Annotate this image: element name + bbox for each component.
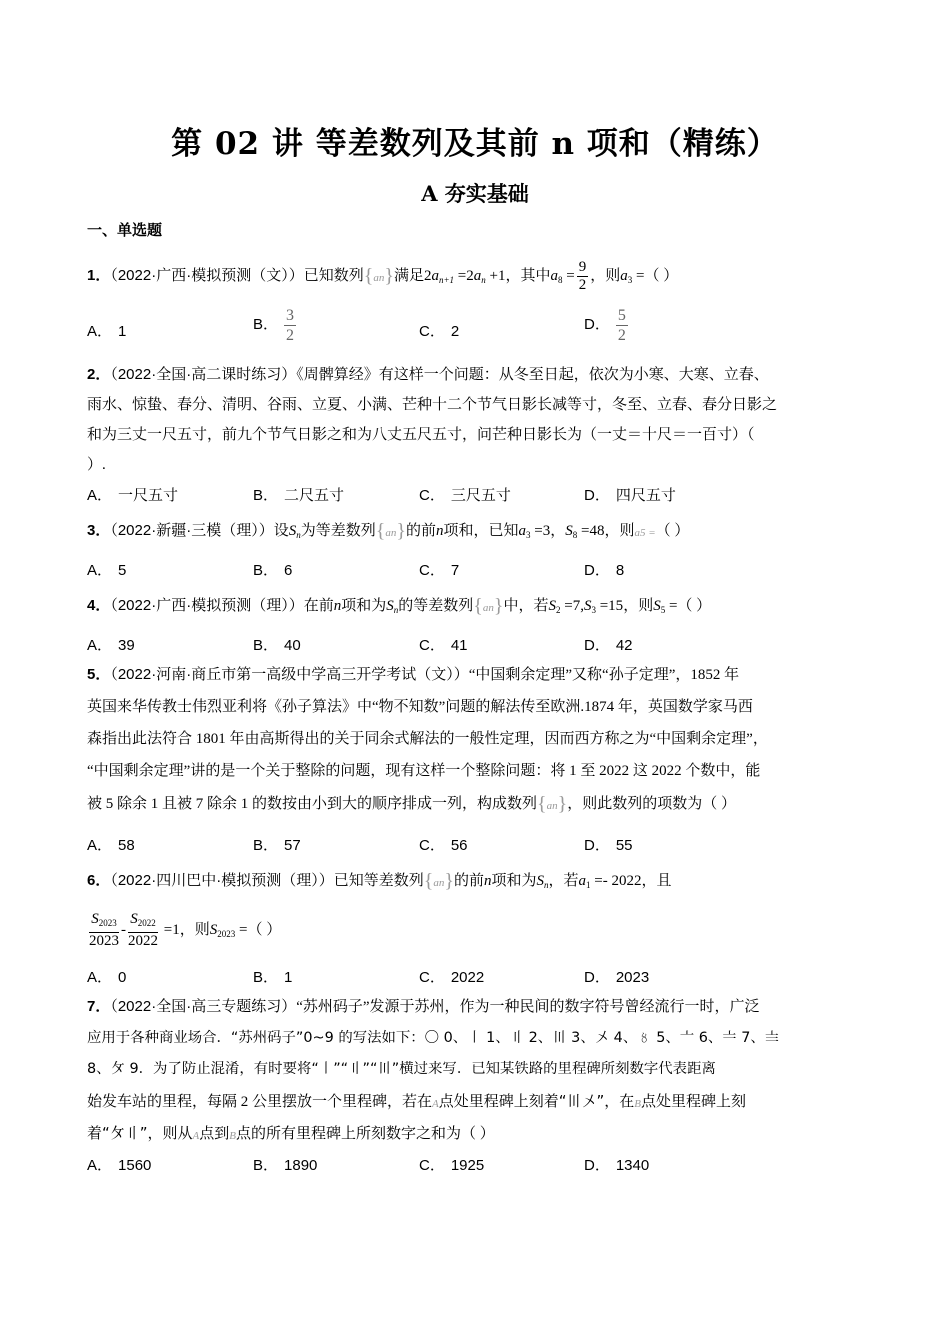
brace-left: { xyxy=(423,870,434,892)
math-sub: 5 xyxy=(660,605,666,615)
question-text: （ ） xyxy=(247,922,282,938)
question-2-line-2: 雨水、惊蛰、春分、清明、谷雨、立夏、小满、芒种十二个节气日影长减等寸，冬至、立春、春分日影之 xyxy=(87,397,778,413)
question-text: （ ） xyxy=(677,598,712,614)
option-label: D． xyxy=(584,1157,610,1174)
option-value: 57 xyxy=(284,837,301,854)
math-var: n xyxy=(435,523,444,539)
question-source: （2022·新疆·三模（理）） xyxy=(110,522,274,539)
question-text: ，则 xyxy=(604,523,635,539)
option-c[interactable] xyxy=(419,320,459,341)
option-b[interactable] xyxy=(253,484,344,505)
option-b[interactable] xyxy=(253,1154,317,1175)
option-value: 56 xyxy=(450,837,468,854)
fraction-denominator: 2 xyxy=(617,327,626,344)
question-2-line-3: 和为三丈一尺五寸，前九个节气日影之和为八丈五尺五寸，问芒种日影长为（一丈＝十尺＝一百寸）（ xyxy=(87,427,755,443)
option-a[interactable] xyxy=(87,320,126,341)
option-value: 2023 xyxy=(615,969,650,986)
math-var: S xyxy=(653,598,661,614)
option-value: 0 xyxy=(118,969,127,986)
fraction-numerator: 3 xyxy=(286,307,295,324)
option-value: 8 xyxy=(615,562,625,579)
math-sub: n xyxy=(481,274,486,285)
brace-left: { xyxy=(473,595,483,617)
question-5-line-2: 英国来华传教士伟烈亚利将《孙子算法》中“物不知数”问题的解法传至欧洲.1874 年，英国数学家马西 xyxy=(87,699,753,715)
math-var: a xyxy=(578,873,586,889)
option-label: B． xyxy=(253,487,279,504)
question-2-line-4: ）. xyxy=(87,457,106,473)
brace-left: { xyxy=(363,264,374,287)
fraction-denominator: 2 xyxy=(578,277,587,293)
math-var: S xyxy=(209,922,218,938)
fraction-numerator xyxy=(128,911,158,933)
option-b[interactable] xyxy=(253,834,301,855)
question-text: ，其中 xyxy=(505,267,551,284)
question-7-line-4 xyxy=(87,1090,746,1115)
question-5-line-3: 森指出此法符合 1801 年由高斯得出的关于同余式解法的一般性定理，因而西方称之为“中国剩余定理”， xyxy=(87,731,768,747)
question-text: （ ） xyxy=(644,267,679,284)
option-label: A． xyxy=(87,969,113,986)
question-text: ，则此数列的项数为（ ） xyxy=(567,796,736,812)
question-source: （2022·广西·模拟预测（理）） xyxy=(110,597,304,614)
question-text: （ ） xyxy=(655,523,690,539)
math: - xyxy=(121,922,126,938)
question-number: 3． xyxy=(87,522,111,539)
question-3 xyxy=(87,520,689,546)
math-sub: 2023 xyxy=(217,929,236,939)
question-text: 项和为 xyxy=(341,598,387,614)
question-text: ，则 xyxy=(590,267,621,284)
question-text: ，若 xyxy=(548,873,579,889)
math-sub: 2023 xyxy=(98,918,117,929)
option-d[interactable] xyxy=(584,1154,649,1175)
option-value: 1 xyxy=(284,969,293,986)
question-7-line-3: 8、〩 9．为了防止混淆，有时要将“〡”“〢”“〣”横过来写．已知某铁路的里程碑所刻数字代表距离 xyxy=(87,1061,716,1077)
option-d[interactable] xyxy=(584,966,649,987)
question-number: 7． xyxy=(87,998,111,1015)
math-sub: 3 xyxy=(526,530,531,540)
fraction-numerator: 5 xyxy=(617,307,626,324)
option-c[interactable] xyxy=(419,559,459,580)
math: =7, xyxy=(560,598,584,614)
option-value: 1925 xyxy=(450,1157,485,1174)
question-text: ，且 xyxy=(641,873,672,889)
option-b[interactable] xyxy=(253,966,292,987)
question-text: 项和，已知 xyxy=(443,523,519,539)
math-sub: n xyxy=(438,877,445,889)
question-text: 点处里程碑上刻着“〣〤”，在 xyxy=(438,1092,635,1110)
option-label: B． xyxy=(253,637,279,654)
math-var: A xyxy=(432,1098,439,1110)
option-a[interactable] xyxy=(87,834,135,855)
question-number: 1． xyxy=(87,266,111,284)
math-sub: n xyxy=(390,527,397,539)
fraction xyxy=(577,259,589,294)
option-label: A． xyxy=(87,562,113,579)
math-var: S xyxy=(583,598,592,614)
question-text: 点到 xyxy=(199,1126,230,1142)
option-label: A． xyxy=(87,1157,113,1174)
math: 2 xyxy=(423,267,432,284)
option-value: 2022 xyxy=(450,969,485,986)
math-var: S xyxy=(536,873,544,889)
option-label: B． xyxy=(253,969,279,986)
option-d[interactable] xyxy=(584,834,633,855)
math-sub: n+1 xyxy=(438,274,455,285)
option-value: 7 xyxy=(450,562,460,579)
question-2 xyxy=(87,364,769,386)
math-sub: 8 xyxy=(558,274,563,285)
question-text: 满足 xyxy=(393,267,424,284)
math-sub: 2022 xyxy=(137,918,156,929)
option-value: 1340 xyxy=(615,1157,650,1174)
math-sub: n xyxy=(393,605,399,615)
math: =48 xyxy=(577,523,605,539)
fraction-numerator: 9 xyxy=(578,259,587,275)
math-sub: n xyxy=(378,271,385,284)
fraction-denominator: 2022 xyxy=(128,933,158,950)
question-6 xyxy=(87,870,671,896)
math-sub: 1 xyxy=(586,880,591,890)
question-number: 5． xyxy=(87,666,111,683)
option-value: 39 xyxy=(118,637,135,654)
option-label: A． xyxy=(87,637,113,654)
question-text: ， xyxy=(550,523,566,539)
math-sub: n xyxy=(543,880,549,890)
brace-left: { xyxy=(375,520,386,542)
math-var: a xyxy=(433,877,439,889)
question-number: 6． xyxy=(87,872,111,889)
math-var: A xyxy=(192,1130,200,1142)
option-label: D． xyxy=(584,637,610,654)
brace-right: } xyxy=(444,870,454,892)
question-text: 中，若 xyxy=(503,598,549,614)
option-c[interactable] xyxy=(419,834,468,855)
fraction xyxy=(89,911,119,950)
math-var: n xyxy=(333,598,342,614)
option-label: B． xyxy=(253,562,279,579)
option-a[interactable] xyxy=(87,484,178,505)
question-text: 已知等差数列 xyxy=(333,873,424,889)
math: =2 xyxy=(454,267,474,284)
brace-right: } xyxy=(384,264,394,287)
option-value: 1890 xyxy=(284,1157,318,1174)
math-var: a xyxy=(518,523,526,539)
brace-right: } xyxy=(557,793,568,815)
math-var: S xyxy=(548,598,556,614)
math-var: S xyxy=(91,911,99,928)
option-c[interactable] xyxy=(419,484,511,505)
question-5-line-4: “中国剩余定理”讲的是一个关于整除的问题，现有这样一个整除问题：将 1 至 2022 这 2022 个数中，能 xyxy=(87,763,761,779)
brace-right: } xyxy=(396,520,406,542)
option-label: D． xyxy=(584,562,610,579)
fraction xyxy=(284,306,296,345)
option-label: D． xyxy=(584,837,610,854)
option-value: 三尺五寸 xyxy=(450,487,511,504)
option-d[interactable] xyxy=(584,484,676,505)
option-c[interactable] xyxy=(419,634,468,655)
option-label: A． xyxy=(87,837,113,854)
math: +1 xyxy=(485,267,506,284)
math-var: a xyxy=(550,267,558,284)
question-number: 2． xyxy=(87,366,111,383)
question-text: 已知数列 xyxy=(303,267,364,284)
question-text: “中国剩余定理”又称“孙子定理”，1852 年 xyxy=(468,667,740,683)
math-var: a xyxy=(385,527,391,539)
option-value: 41 xyxy=(450,637,468,654)
option-label: C． xyxy=(419,1157,445,1174)
question-6-line-2 xyxy=(87,910,281,954)
fraction-denominator: 2023 xyxy=(89,933,119,950)
question-text: 点处里程碑上刻 xyxy=(641,1094,747,1110)
option-d[interactable] xyxy=(584,559,624,580)
question-text: 被 5 除余 1 且被 7 除余 1 的数按由小到大的顺序排成一列，构成数列 xyxy=(87,796,538,812)
question-text: ，则 xyxy=(623,598,654,614)
math-var: S xyxy=(386,598,394,614)
option-value: 二尺五寸 xyxy=(284,487,345,504)
option-value: 58 xyxy=(118,837,135,854)
option-value: 1560 xyxy=(118,1157,152,1174)
option-value: 一尺五寸 xyxy=(118,487,179,504)
question-text: 的等差数列 xyxy=(398,598,474,614)
math: = xyxy=(632,267,645,284)
option-label: B． xyxy=(253,837,279,854)
math-var: n xyxy=(483,873,492,889)
question-4 xyxy=(87,595,711,621)
option-a[interactable] xyxy=(87,1154,151,1175)
option-c[interactable] xyxy=(419,966,484,987)
option-label: A． xyxy=(87,323,113,340)
math-sub: n xyxy=(552,800,558,812)
math-sub: 3 xyxy=(627,274,633,285)
math: =- 2022 xyxy=(590,873,642,889)
option-value: 6 xyxy=(284,562,293,579)
question-text: 项和为 xyxy=(491,873,537,889)
option-value: 1 xyxy=(118,323,127,340)
question-text: 始发车站的里程，每隔 2 公里摆放一个里程碑，若在 xyxy=(87,1094,433,1110)
question-number: 4． xyxy=(87,597,111,614)
question-text: “苏州码子”发源于苏州，作为一种民间的数字符号曾经流行一时，广泛 xyxy=(296,999,760,1015)
math-var: a xyxy=(634,527,640,539)
option-b[interactable] xyxy=(253,634,301,655)
option-value: 55 xyxy=(615,837,633,854)
math-var: S xyxy=(565,523,573,539)
question-text: 在前 xyxy=(303,598,334,614)
option-label: C． xyxy=(419,323,445,340)
question-source: （2022·四川巴中·模拟预测（理）） xyxy=(110,872,334,889)
math-sub: n xyxy=(296,530,301,540)
question-1 xyxy=(87,259,678,294)
question-source: （2022·河南·商丘市第一高级中学高三开学考试（文）） xyxy=(110,666,469,683)
question-7-line-5 xyxy=(87,1122,495,1147)
option-label: B． xyxy=(253,316,279,334)
math-var: S xyxy=(130,911,138,928)
option-label: C． xyxy=(419,969,445,986)
brace-right: } xyxy=(493,595,504,617)
math-sub: n xyxy=(488,602,494,614)
option-d[interactable] xyxy=(584,634,633,655)
option-label: C． xyxy=(419,487,445,504)
question-7 xyxy=(87,996,760,1018)
option-b[interactable] xyxy=(253,559,292,580)
option-label: C． xyxy=(419,837,445,854)
math-var: B xyxy=(634,1098,642,1110)
option-a[interactable] xyxy=(87,559,126,580)
question-text: 点的所有里程碑上所刻数字之和为（ ） xyxy=(236,1126,495,1142)
math-sub: 5 xyxy=(639,527,646,539)
option-value: 42 xyxy=(615,637,633,654)
option-b[interactable] xyxy=(253,306,296,345)
fraction-numerator xyxy=(89,911,119,933)
math: =3 xyxy=(530,523,551,539)
math: = xyxy=(665,598,678,614)
math: =1 xyxy=(160,922,180,938)
question-text: 的前 xyxy=(405,523,436,539)
option-value: 四尺五寸 xyxy=(615,487,676,504)
question-text: 的前 xyxy=(453,873,484,889)
option-label: B． xyxy=(253,1157,279,1174)
option-label: A． xyxy=(87,487,113,504)
question-5-line-5 xyxy=(87,793,736,817)
question-5 xyxy=(87,664,739,686)
math-sub: 3 xyxy=(591,605,596,615)
page-title: 第 02 讲 等差数列及其前 n 项和（精练） xyxy=(171,126,779,162)
math-var: a xyxy=(473,267,482,284)
math-var: a xyxy=(482,602,489,614)
question-source: （2022·全国·高二课时练习） xyxy=(110,366,297,383)
option-value: 5 xyxy=(118,562,127,579)
section-subtitle: A 夯实基础 xyxy=(421,181,529,206)
question-text: ，则 xyxy=(179,922,210,938)
math-var: B xyxy=(229,1130,237,1142)
math-var: S xyxy=(288,523,297,539)
math: = xyxy=(562,267,575,284)
option-label: C． xyxy=(419,637,445,654)
fraction xyxy=(616,306,628,345)
question-source: （2022·广西·模拟预测（文）） xyxy=(110,266,304,284)
question-text: 为等差数列 xyxy=(300,523,376,539)
option-label: D． xyxy=(584,969,610,986)
math-var: a xyxy=(546,800,553,812)
question-source: （2022·全国·高三专题练习） xyxy=(110,998,297,1015)
option-label: C． xyxy=(419,562,445,579)
section-heading: 一、单选题 xyxy=(87,221,163,239)
math-var: a xyxy=(620,267,628,284)
math-var: a xyxy=(373,271,379,284)
question-text: 《周髀算经》有这样一个问题：从冬至日起，依次为小寒、大寒、立春、 xyxy=(296,367,769,383)
math-sub: 8 xyxy=(572,530,578,540)
math: =15 xyxy=(595,598,624,614)
brace-left: { xyxy=(537,793,547,815)
question-text: 着“〩〢”，则从 xyxy=(87,1124,193,1142)
fraction-denominator: 2 xyxy=(286,327,295,344)
option-a[interactable] xyxy=(87,966,126,987)
math: = xyxy=(235,922,248,938)
option-c[interactable] xyxy=(419,1154,484,1175)
math: = xyxy=(645,527,656,539)
option-value: 2 xyxy=(450,323,460,340)
option-label: D． xyxy=(584,316,610,334)
math-sub: 2 xyxy=(556,605,561,615)
option-value: 40 xyxy=(284,637,301,654)
math-var: a xyxy=(431,267,439,284)
question-7-line-2: 应用于各种商业场合．“苏州码子”0~9 的写法如下：〇 0、〡 1、〢 2、〣 3、〤 4、〥 5、〦 6、〧 7、〨 xyxy=(87,1030,780,1046)
option-label: D． xyxy=(584,487,610,504)
fraction xyxy=(128,911,158,950)
question-text: 设 xyxy=(273,523,289,539)
option-d[interactable] xyxy=(584,306,628,345)
option-a[interactable] xyxy=(87,634,135,655)
